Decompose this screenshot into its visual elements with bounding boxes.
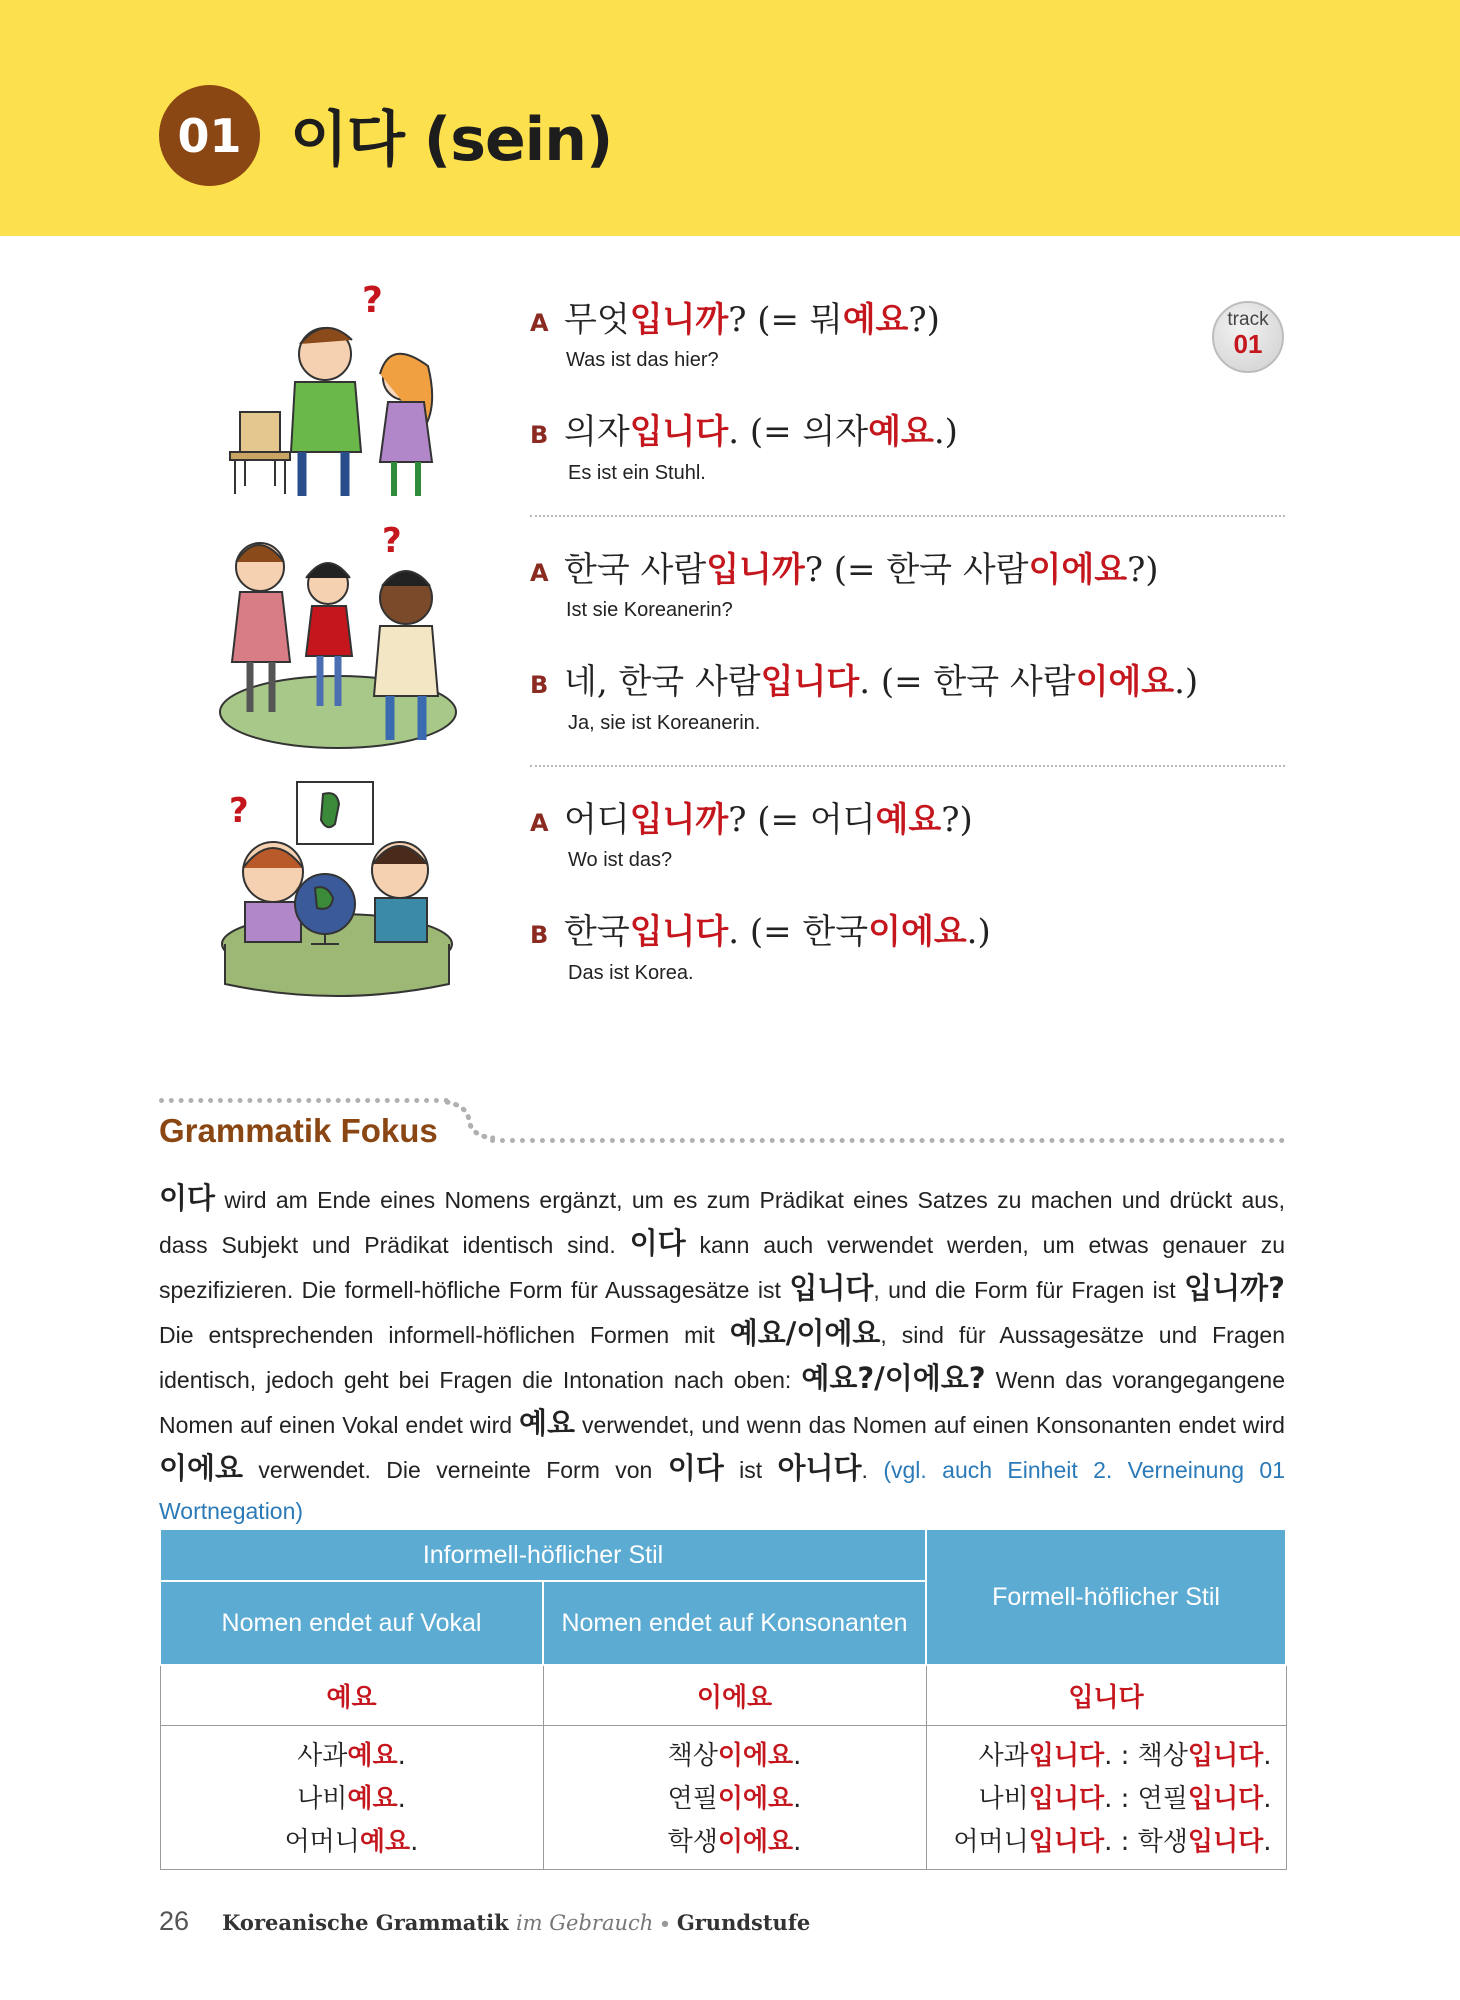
dialog-line-a bbox=[530, 542, 1159, 591]
book-title: Koreanische Grammatik im Gebrauch • Grundstufe bbox=[222, 1910, 811, 1935]
consonant-suffix: 이에요 bbox=[543, 1665, 926, 1725]
korean-sentence: 의자입니다. (= 의자예요.) bbox=[564, 412, 958, 452]
vowel-suffix: 예요 bbox=[160, 1665, 543, 1725]
translation: Wo ist das? bbox=[568, 849, 673, 871]
formal-examples bbox=[926, 1725, 1286, 1869]
list-item: 나비예요. bbox=[297, 1783, 406, 1814]
translation: Es ist ein Stuhl. bbox=[568, 462, 706, 484]
dialog-separator bbox=[530, 765, 1285, 767]
vowel-column-header: Nomen endet auf Vokal bbox=[160, 1581, 543, 1665]
list-item: 나비입니다. : 연필입니다. bbox=[978, 1783, 1272, 1814]
svg-text:?: ? bbox=[382, 522, 402, 561]
list-item: 책상이에요. bbox=[667, 1740, 802, 1771]
list-item: 어머니예요. bbox=[284, 1826, 419, 1857]
grammar-table bbox=[159, 1528, 1287, 1870]
dialog-line-b bbox=[530, 904, 991, 953]
dialog-line-b bbox=[530, 654, 1198, 703]
speaker-label: A bbox=[530, 309, 549, 337]
section-title: Grammatik Fokus bbox=[159, 1112, 438, 1149]
svg-text:?: ? bbox=[362, 282, 383, 321]
korean-sentence: 어디입니까? (= 어디예요?) bbox=[564, 800, 973, 840]
dialog-line-a bbox=[530, 292, 940, 341]
page-footer bbox=[159, 1906, 810, 1937]
consonant-column-header: Nomen endet auf Konsonanten bbox=[543, 1581, 926, 1665]
formal-style-header: Formell-höflicher Stil bbox=[926, 1529, 1286, 1665]
translation: Das ist Korea. bbox=[568, 962, 694, 984]
dialog-line-a bbox=[530, 792, 973, 841]
speaker-label: A bbox=[530, 559, 549, 587]
informal-style-header: Informell-höflicher Stil bbox=[160, 1529, 926, 1581]
korean-sentence: 네, 한국 사람입니다. (= 한국 사람이에요.) bbox=[564, 662, 1199, 702]
dialog-1 bbox=[530, 292, 1285, 492]
lesson-title: 이다 (sein) bbox=[290, 105, 613, 175]
section-divider-dots bbox=[490, 1138, 1285, 1143]
track-label: track bbox=[1227, 309, 1269, 330]
translation: Ja, sie ist Koreanerin. bbox=[568, 712, 761, 734]
dialog-2 bbox=[530, 542, 1285, 742]
list-item: 학생이에요. bbox=[667, 1826, 802, 1857]
korean-sentence: 무엇입니까? (= 뭐예요?) bbox=[564, 300, 940, 340]
korean-sentence: 한국입니다. (= 한국이에요.) bbox=[564, 912, 991, 952]
illustration-korean-person bbox=[210, 522, 460, 754]
illustration-globe-map bbox=[215, 772, 460, 1000]
speaker-label: B bbox=[530, 421, 549, 449]
translation: Was ist das hier? bbox=[566, 349, 719, 371]
speaker-label: A bbox=[530, 809, 549, 837]
list-item: 사과입니다. : 책상입니다. bbox=[978, 1740, 1272, 1771]
list-item: 사과예요. bbox=[297, 1740, 406, 1771]
section-divider-dots bbox=[159, 1098, 449, 1103]
consonant-examples bbox=[543, 1725, 926, 1869]
track-number: 01 bbox=[1233, 329, 1263, 359]
cross-reference-link[interactable]: (vgl. auch Einheit 2. Verneinung 01 Wortnegation) bbox=[159, 1457, 1286, 1524]
list-item: 어머니입니다. : 학생입니다. bbox=[953, 1826, 1272, 1857]
formal-suffix: 입니다 bbox=[926, 1665, 1286, 1725]
lesson-number-badge: 01 bbox=[159, 85, 260, 186]
dialog-3 bbox=[530, 792, 1285, 992]
dialog-line-b bbox=[530, 404, 958, 453]
illustration-chair-question bbox=[210, 282, 460, 504]
grammar-explanation: 이다 wird am Ende eines Nomens ergänzt, um es zum Prädikat eines Satzes zu machen und drückt aus, dass Subjekt und Prädikat identisch sind. 이다 kann auch verwendet werden, um etwas genauer zu spezifizieren. Die formell-höfliche Form für Aussagesätze ist 입니다, und die Form für Fragen ist 입니까? Die entsprechenden informell-höflichen Formen mit 예요/이에요, sind für Aussagesätze und Fragen identisch, jedoch geht bei Fragen die Intonation nach oben: 예요?/이에요? Wenn das vorangegangene Nomen auf einen Vokal endet wird 예요 verwendet, und wenn das Nomen auf einen Konsonanten endet wird 이에요 verwendet. Die verneinte Form von 이다 ist 아니다. (vgl. auch Einheit 2. Verneinung 01 Wortnegation) bbox=[159, 1181, 1286, 1524]
page-number: 26 bbox=[159, 1906, 190, 1936]
section-divider-curve bbox=[445, 1100, 495, 1142]
list-item: 연필이에요. bbox=[667, 1783, 802, 1814]
speaker-label: B bbox=[530, 671, 549, 699]
korean-sentence: 한국 사람입니까? (= 한국 사람이에요?) bbox=[564, 550, 1159, 590]
svg-text:?: ? bbox=[229, 791, 249, 831]
speaker-label: B bbox=[530, 921, 549, 949]
translation: Ist sie Koreanerin? bbox=[566, 599, 733, 621]
dialog-separator bbox=[530, 515, 1285, 517]
vowel-examples bbox=[160, 1725, 543, 1869]
